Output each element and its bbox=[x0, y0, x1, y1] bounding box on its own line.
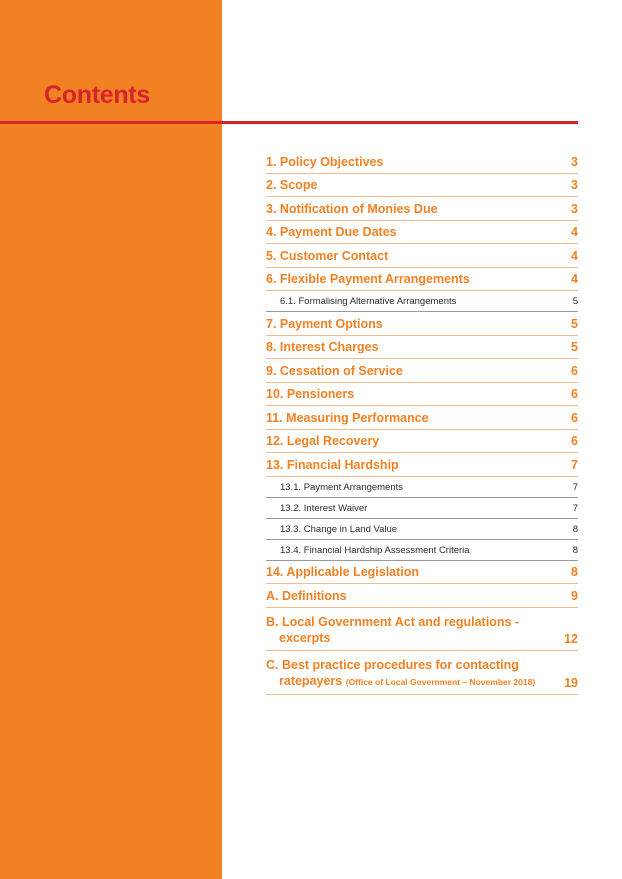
toc-entry-customer-contact[interactable] bbox=[266, 244, 578, 268]
toc-entry-label: A. Definitions bbox=[266, 588, 347, 603]
toc-entry-local-government-act[interactable] bbox=[266, 608, 578, 651]
toc-entry-label: 6. Flexible Payment Arrangements bbox=[266, 272, 470, 286]
toc-entry-label: 11. Measuring Performance bbox=[266, 410, 429, 425]
toc-entry-scope[interactable] bbox=[266, 174, 578, 198]
toc-subentry-formalising-alternative-arrangements[interactable] bbox=[266, 291, 578, 312]
title-divider bbox=[0, 121, 578, 124]
toc-entry-label-line1: C. Best practice procedures for contacting bbox=[266, 657, 519, 672]
toc-entry-label: 7. Payment Options bbox=[266, 316, 383, 331]
toc-subentry-page: 8 bbox=[572, 544, 578, 556]
toc-entry-label: 4. Payment Due Dates bbox=[266, 225, 397, 239]
toc-entry-page: 7 bbox=[571, 457, 578, 472]
toc-entry-applicable-legislation[interactable] bbox=[266, 561, 578, 585]
toc-entry-page: 5 bbox=[571, 340, 578, 354]
toc-entry-page: 8 bbox=[571, 565, 578, 579]
toc-entry-label: 5. Customer Contact bbox=[266, 248, 389, 263]
toc-entry-label: 14. Applicable Legislation bbox=[266, 565, 420, 579]
toc-entry-page: 6 bbox=[571, 363, 578, 378]
toc-entry-pensioners[interactable] bbox=[266, 383, 578, 407]
table-of-contents bbox=[266, 150, 578, 695]
toc-entry-label: 10. Pensioners bbox=[266, 387, 355, 401]
toc-subentry-page: 8 bbox=[572, 523, 578, 535]
toc-entry-page: 6 bbox=[571, 434, 578, 448]
toc-entry-page: 12 bbox=[564, 631, 578, 646]
toc-entry-measuring-performance[interactable] bbox=[266, 406, 578, 430]
toc-entry-label bbox=[266, 657, 535, 690]
toc-entry-label: 1. Policy Objectives bbox=[266, 154, 384, 169]
toc-subentry-page: 7 bbox=[572, 502, 578, 514]
toc-subentry-label: 13.3. Change in Land Value bbox=[280, 523, 398, 535]
toc-subentry-label: 13.4. Financial Hardship Assessment Criteria bbox=[280, 544, 470, 556]
toc-entry-page: 6 bbox=[571, 410, 578, 425]
toc-subentry-payment-arrangements[interactable] bbox=[266, 477, 578, 498]
orange-sidebar bbox=[0, 0, 222, 879]
toc-entry-page: 6 bbox=[571, 387, 578, 401]
toc-entry-legal-recovery[interactable] bbox=[266, 430, 578, 454]
toc-entry-definitions[interactable] bbox=[266, 584, 578, 608]
toc-subentry-hardship-assessment-criteria[interactable] bbox=[266, 540, 578, 561]
toc-entry-interest-charges[interactable] bbox=[266, 336, 578, 360]
toc-entry-financial-hardship[interactable] bbox=[266, 453, 578, 477]
toc-subentry-label: 13.2. Interest Waiver bbox=[280, 502, 368, 514]
toc-entry-policy-objectives[interactable] bbox=[266, 150, 578, 174]
toc-entry-payment-options[interactable] bbox=[266, 312, 578, 336]
toc-entry-notification-of-monies-due[interactable] bbox=[266, 197, 578, 221]
toc-entry-page: 3 bbox=[571, 154, 578, 169]
toc-entry-label bbox=[266, 614, 519, 646]
toc-entry-cessation-of-service[interactable] bbox=[266, 359, 578, 383]
toc-entry-label: 2. Scope bbox=[266, 178, 318, 192]
toc-entry-note: (Office of Local Government – November 2018) bbox=[345, 676, 536, 687]
toc-entry-label: 12. Legal Recovery bbox=[266, 434, 380, 448]
toc-entry-label-line1: B. Local Government Act and regulations - bbox=[266, 614, 520, 629]
toc-entry-page: 9 bbox=[571, 588, 578, 603]
toc-entry-label-line2: ratepayers bbox=[279, 673, 343, 688]
toc-subentry-change-in-land-value[interactable] bbox=[266, 519, 578, 540]
toc-entry-label: 13. Financial Hardship bbox=[266, 457, 399, 472]
page-title: Contents bbox=[44, 81, 150, 109]
toc-entry-payment-due-dates[interactable] bbox=[266, 221, 578, 245]
toc-entry-label: 8. Interest Charges bbox=[266, 340, 379, 354]
toc-subentry-page: 7 bbox=[572, 481, 578, 493]
toc-entry-page: 3 bbox=[571, 178, 578, 192]
toc-entry-label: 9. Cessation of Service bbox=[266, 363, 403, 378]
toc-subentry-interest-waiver[interactable] bbox=[266, 498, 578, 519]
toc-subentry-page: 5 bbox=[572, 296, 578, 307]
toc-entry-page: 19 bbox=[564, 675, 578, 690]
toc-entry-flexible-payment-arrangements[interactable] bbox=[266, 268, 578, 292]
toc-entry-page: 4 bbox=[571, 272, 578, 286]
toc-subentry-label: 13.1. Payment Arrangements bbox=[280, 481, 404, 493]
toc-entry-page: 3 bbox=[571, 201, 578, 216]
toc-entry-page: 4 bbox=[571, 248, 578, 263]
toc-entry-label: 3. Notification of Monies Due bbox=[266, 201, 438, 216]
toc-entry-label-line2: excerpts bbox=[279, 630, 331, 645]
toc-entry-page: 5 bbox=[571, 316, 578, 331]
toc-entry-page: 4 bbox=[571, 225, 578, 239]
toc-subentry-label: 6.1. Formalising Alternative Arrangements bbox=[280, 296, 457, 307]
toc-entry-best-practice-procedures[interactable] bbox=[266, 651, 578, 695]
